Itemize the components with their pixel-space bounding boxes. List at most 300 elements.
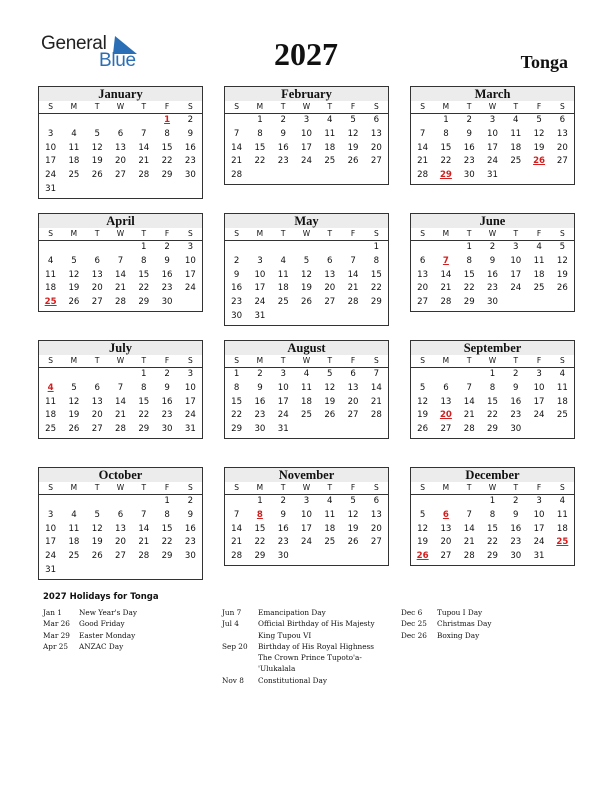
day-cell: 25 — [68, 551, 80, 562]
day-cell: 27 — [370, 537, 382, 548]
day-cell: 21 — [463, 410, 475, 421]
day-cell: 17 — [301, 142, 312, 153]
day-cell: 19 — [91, 537, 103, 548]
holiday-name: ANZAC Day — [79, 641, 124, 651]
day-cell: 24 — [487, 156, 498, 167]
day-cell: 19 — [68, 283, 80, 294]
day-cell: 31 — [533, 551, 545, 562]
day-cell: 21 — [231, 156, 243, 167]
holiday-day-cell: 6 — [442, 509, 449, 520]
empty-day-cell — [39, 241, 62, 255]
day-cell: 17 — [45, 537, 57, 548]
day-cell: 3 — [187, 369, 194, 379]
day-cell: 31 — [254, 310, 266, 321]
day-cell: 13 — [440, 523, 452, 534]
weekday-label: T — [280, 229, 286, 238]
day-cell: 19 — [301, 283, 312, 294]
day-cell: 8 — [164, 509, 170, 520]
day-cell: 9 — [233, 269, 240, 280]
day-cell: 7 — [350, 255, 356, 266]
day-cell: 23 — [277, 156, 289, 167]
weekday-header-row — [225, 482, 388, 495]
weekday-label: F — [350, 229, 356, 238]
empty-day-cell — [86, 368, 109, 382]
day-cell: 5 — [350, 496, 356, 506]
day-cell: 29 — [161, 170, 173, 181]
day-cell: 4 — [559, 369, 566, 379]
day-cell: 13 — [115, 523, 126, 534]
month-title: November — [225, 468, 388, 482]
day-cell: 21 — [231, 537, 243, 548]
month-title: April — [39, 214, 202, 228]
day-cell: 13 — [91, 269, 103, 280]
day-cell: 26 — [68, 297, 80, 308]
day-cell: 10 — [487, 128, 498, 139]
day-cell: 6 — [373, 496, 380, 506]
weekday-label: W — [488, 102, 497, 111]
day-cell: 11 — [301, 382, 312, 393]
day-cell: 9 — [489, 255, 496, 266]
day-cell: 22 — [370, 283, 382, 294]
weekday-label: S — [187, 102, 193, 111]
day-cell: 17 — [184, 269, 196, 280]
day-cell: 21 — [347, 283, 359, 294]
weekday-label: T — [280, 483, 286, 492]
month-title: December — [411, 468, 574, 482]
day-cell: 25 — [510, 156, 522, 167]
day-cell: 23 — [184, 537, 196, 548]
day-cell: 29 — [487, 424, 498, 435]
holiday-column — [43, 607, 208, 652]
month-february — [224, 86, 389, 185]
day-cell: 10 — [184, 255, 196, 266]
day-cell: 5 — [419, 509, 426, 520]
day-cell: 22 — [254, 156, 266, 167]
day-cell: 11 — [277, 269, 289, 280]
weekday-label: S — [559, 102, 565, 111]
weekday-label: T — [513, 102, 519, 111]
weekday-header-row — [39, 228, 202, 241]
day-cell: 4 — [536, 242, 542, 252]
days-grid — [225, 495, 388, 564]
day-cell: 28 — [463, 551, 475, 562]
empty-day-cell — [458, 495, 481, 509]
holiday-day-cell: 20 — [439, 410, 452, 421]
day-cell: 29 — [161, 551, 173, 562]
day-cell: 15 — [138, 269, 150, 280]
weekday-label: S — [234, 229, 240, 238]
day-cell: 16 — [161, 269, 173, 280]
day-cell: 5 — [94, 128, 100, 139]
day-cell: 17 — [277, 396, 289, 407]
day-cell: 28 — [347, 297, 359, 308]
month-october — [38, 467, 203, 580]
day-cell: 30 — [161, 297, 173, 308]
day-cell: 8 — [141, 382, 147, 393]
month-september — [410, 340, 575, 439]
day-cell: 14 — [231, 142, 243, 153]
days-grid — [39, 241, 202, 310]
day-cell: 18 — [45, 410, 57, 421]
day-cell: 30 — [463, 170, 475, 181]
weekday-label: F — [350, 102, 356, 111]
day-cell: 4 — [47, 255, 54, 266]
empty-day-cell — [434, 368, 457, 382]
holiday-day-cell: 26 — [416, 551, 429, 562]
weekday-label: W — [302, 356, 311, 365]
day-cell: 13 — [91, 396, 103, 407]
month-title: March — [411, 87, 574, 101]
day-cell: 25 — [301, 410, 312, 421]
day-cell: 21 — [440, 283, 452, 294]
day-cell: 20 — [370, 142, 382, 153]
weekday-header-row — [39, 355, 202, 368]
day-cell: 30 — [184, 170, 196, 181]
empty-day-cell — [411, 241, 434, 255]
day-cell: 4 — [327, 115, 333, 125]
days-grid — [225, 114, 388, 183]
day-cell: 23 — [231, 297, 243, 308]
day-cell: 31 — [277, 424, 289, 435]
weekday-label: T — [141, 102, 147, 111]
day-cell: 2 — [280, 115, 286, 125]
day-cell: 5 — [303, 255, 310, 266]
empty-day-cell — [132, 495, 155, 509]
day-cell: 19 — [533, 142, 545, 153]
day-cell: 9 — [257, 382, 263, 393]
day-cell: 12 — [91, 523, 103, 534]
day-cell: 1 — [141, 242, 147, 252]
day-cell: 1 — [164, 496, 170, 506]
day-cell: 27 — [91, 424, 103, 435]
day-cell: 15 — [487, 396, 498, 407]
day-cell: 5 — [71, 382, 77, 393]
holiday-date: Apr 25 — [43, 641, 69, 651]
day-cell: 26 — [417, 424, 429, 435]
day-cell: 19 — [68, 410, 80, 421]
day-cell: 9 — [164, 255, 170, 266]
empty-day-cell — [109, 368, 132, 382]
day-cell: 15 — [254, 523, 266, 534]
day-cell: 18 — [556, 523, 568, 534]
day-cell: 2 — [513, 369, 519, 379]
day-cell: 28 — [440, 297, 452, 308]
weekday-label: S — [48, 102, 54, 111]
weekday-label: M — [442, 356, 450, 365]
logo-text-blue: Blue — [99, 50, 136, 71]
empty-day-cell — [109, 241, 132, 255]
holiday-item — [222, 675, 390, 686]
logo-text-general: General — [41, 33, 107, 54]
day-cell: 14 — [440, 269, 452, 280]
day-cell: 27 — [324, 297, 336, 308]
weekday-label: S — [48, 229, 54, 238]
day-cell: 22 — [463, 283, 475, 294]
day-cell: 24 — [301, 156, 312, 167]
day-cell: 2 — [164, 369, 170, 379]
day-cell: 11 — [45, 396, 57, 407]
days-grid — [411, 241, 574, 310]
day-cell: 23 — [277, 537, 289, 548]
day-cell: 18 — [510, 142, 522, 153]
month-march — [410, 86, 575, 185]
day-cell: 14 — [138, 142, 150, 153]
day-cell: 18 — [324, 142, 336, 153]
day-cell: 21 — [115, 283, 126, 294]
day-cell: 11 — [45, 269, 57, 280]
day-cell: 8 — [164, 128, 170, 139]
day-cell: 18 — [556, 396, 568, 407]
weekday-header-row — [411, 101, 574, 114]
weekday-header-row — [39, 482, 202, 495]
day-cell: 7 — [466, 509, 472, 520]
day-cell: 8 — [257, 128, 263, 139]
empty-day-cell — [341, 241, 364, 255]
empty-day-cell — [39, 114, 62, 128]
day-cell: 23 — [161, 283, 173, 294]
empty-day-cell — [225, 241, 248, 255]
day-cell: 30 — [487, 297, 498, 308]
day-cell: 19 — [347, 142, 359, 153]
day-cell: 30 — [231, 310, 243, 321]
day-cell: 27 — [370, 156, 382, 167]
day-cell: 17 — [301, 523, 312, 534]
empty-day-cell — [132, 114, 155, 128]
weekday-label: M — [70, 356, 78, 365]
weekday-label: T — [141, 229, 147, 238]
day-cell: 2 — [257, 369, 263, 379]
day-cell: 2 — [164, 242, 170, 252]
day-cell: 2 — [187, 115, 194, 125]
day-cell: 30 — [184, 551, 196, 562]
day-cell: 14 — [463, 396, 475, 407]
day-cell: 4 — [71, 509, 77, 520]
weekday-label: T — [94, 102, 100, 111]
weekday-label: W — [488, 356, 497, 365]
weekday-label: T — [466, 229, 472, 238]
day-cell: 2 — [466, 115, 472, 125]
day-cell: 22 — [161, 537, 173, 548]
day-cell: 2 — [513, 496, 519, 506]
day-cell: 23 — [184, 156, 196, 167]
empty-day-cell — [62, 241, 85, 255]
day-cell: 23 — [463, 156, 475, 167]
day-cell: 25 — [277, 297, 289, 308]
holiday-column — [401, 607, 571, 641]
weekday-label: W — [302, 483, 311, 492]
day-cell: 24 — [184, 283, 196, 294]
day-cell: 27 — [417, 297, 429, 308]
day-cell: 29 — [370, 297, 382, 308]
day-cell: 15 — [231, 396, 243, 407]
day-cell: 25 — [45, 424, 57, 435]
day-cell: 9 — [513, 382, 519, 393]
day-cell: 26 — [324, 410, 336, 421]
empty-day-cell — [225, 114, 248, 128]
day-cell: 31 — [487, 170, 498, 181]
day-cell: 26 — [301, 297, 312, 308]
day-cell: 29 — [231, 424, 243, 435]
weekday-header-row — [225, 228, 388, 241]
day-cell: 3 — [489, 115, 496, 125]
day-cell: 19 — [417, 410, 429, 421]
days-grid — [39, 114, 202, 197]
day-cell: 22 — [161, 156, 173, 167]
empty-day-cell — [411, 495, 434, 509]
day-cell: 28 — [138, 551, 150, 562]
day-cell: 18 — [533, 269, 545, 280]
day-cell: 21 — [463, 537, 475, 548]
weekday-label: T — [141, 483, 147, 492]
day-cell: 15 — [254, 142, 266, 153]
day-cell: 11 — [68, 523, 80, 534]
day-cell: 26 — [91, 551, 103, 562]
day-cell: 22 — [254, 537, 266, 548]
month-april — [38, 213, 203, 312]
day-cell: 20 — [417, 283, 429, 294]
weekday-label: T — [513, 356, 519, 365]
day-cell: 18 — [45, 283, 57, 294]
empty-day-cell — [411, 368, 434, 382]
day-cell: 20 — [440, 537, 452, 548]
weekday-label: S — [48, 483, 54, 492]
holiday-column — [222, 607, 390, 686]
day-cell: 26 — [347, 156, 359, 167]
day-cell: 13 — [417, 269, 429, 280]
day-cell: 13 — [440, 396, 452, 407]
day-cell: 20 — [347, 396, 359, 407]
day-cell: 6 — [350, 369, 356, 379]
day-cell: 21 — [138, 156, 150, 167]
day-cell: 9 — [280, 509, 286, 520]
empty-day-cell — [272, 241, 295, 255]
day-cell: 12 — [556, 255, 568, 266]
weekday-header-row — [411, 355, 574, 368]
month-november — [224, 467, 389, 566]
day-cell: 28 — [370, 410, 382, 421]
weekday-label: F — [536, 229, 542, 238]
weekday-label: T — [513, 483, 519, 492]
day-cell: 19 — [347, 523, 359, 534]
month-title: June — [411, 214, 574, 228]
empty-day-cell — [62, 368, 85, 382]
day-cell: 7 — [233, 128, 240, 139]
day-cell: 14 — [231, 523, 243, 534]
holiday-name: New Year's Day — [79, 608, 138, 617]
day-cell: 18 — [68, 537, 80, 548]
day-cell: 2 — [233, 255, 240, 266]
empty-day-cell — [62, 114, 85, 128]
holiday-name: Good Friday — [79, 619, 125, 629]
empty-day-cell — [109, 114, 132, 128]
day-cell: 1 — [489, 496, 496, 506]
day-cell: 21 — [417, 156, 429, 167]
day-cell: 5 — [536, 115, 542, 125]
days-grid — [411, 368, 574, 437]
day-cell: 26 — [556, 283, 568, 294]
day-cell: 16 — [277, 523, 289, 534]
day-cell: 29 — [138, 424, 150, 435]
day-cell: 23 — [254, 410, 266, 421]
day-cell: 13 — [324, 269, 336, 280]
day-cell: 17 — [533, 523, 545, 534]
day-cell: 13 — [115, 142, 126, 153]
weekday-label: M — [256, 102, 264, 111]
day-cell: 17 — [487, 142, 498, 153]
day-cell: 16 — [184, 142, 196, 153]
day-cell: 10 — [301, 128, 312, 139]
weekday-label: T — [466, 356, 472, 365]
weekday-label: M — [70, 483, 78, 492]
day-cell: 18 — [301, 396, 312, 407]
day-cell: 25 — [324, 156, 336, 167]
day-cell: 10 — [277, 382, 289, 393]
day-cell: 22 — [138, 410, 150, 421]
weekday-label: W — [302, 229, 311, 238]
day-cell: 16 — [510, 523, 522, 534]
month-title: May — [225, 214, 388, 228]
weekday-label: M — [442, 102, 450, 111]
holiday-date: Mar 26 — [43, 619, 70, 629]
month-title: October — [39, 468, 202, 482]
day-cell: 6 — [559, 115, 566, 125]
day-cell: 11 — [510, 128, 522, 139]
day-cell: 25 — [533, 283, 545, 294]
day-cell: 21 — [115, 410, 126, 421]
day-cell: 17 — [45, 156, 57, 167]
day-cell: 15 — [370, 269, 382, 280]
day-cell: 2 — [489, 242, 496, 252]
day-cell: 18 — [277, 283, 289, 294]
day-cell: 13 — [370, 128, 382, 139]
day-cell: 22 — [138, 283, 150, 294]
empty-day-cell — [434, 241, 457, 255]
day-cell: 7 — [117, 255, 124, 266]
day-cell: 31 — [45, 564, 57, 575]
day-cell: 10 — [533, 382, 545, 393]
holiday-day-cell: 4 — [47, 382, 54, 393]
day-cell: 29 — [487, 551, 498, 562]
weekday-label: T — [327, 229, 333, 238]
day-cell: 3 — [257, 255, 263, 266]
day-cell: 6 — [373, 115, 380, 125]
holiday-date: Jul 4 — [222, 619, 239, 629]
day-cell: 20 — [324, 283, 336, 294]
day-cell: 29 — [138, 297, 150, 308]
day-cell: 29 — [254, 551, 266, 562]
holiday-item — [401, 630, 571, 641]
day-cell: 4 — [559, 496, 566, 506]
empty-day-cell — [411, 114, 434, 128]
day-cell: 7 — [141, 509, 147, 520]
day-cell: 24 — [533, 537, 545, 548]
holiday-date: Sep 20 — [222, 641, 248, 651]
weekday-label: M — [70, 229, 78, 238]
day-cell: 24 — [45, 170, 57, 181]
holiday-date: Dec 25 — [401, 619, 427, 629]
day-cell: 10 — [301, 509, 312, 520]
day-cell: 21 — [138, 537, 150, 548]
holiday-name: Emancipation Day — [258, 608, 326, 617]
day-cell: 8 — [466, 255, 472, 266]
days-grid — [39, 368, 202, 437]
day-cell: 17 — [254, 283, 266, 294]
month-title: July — [39, 341, 202, 355]
weekday-label: S — [373, 356, 379, 365]
month-may — [224, 213, 389, 326]
month-january — [38, 86, 203, 199]
day-cell: 7 — [233, 509, 240, 520]
